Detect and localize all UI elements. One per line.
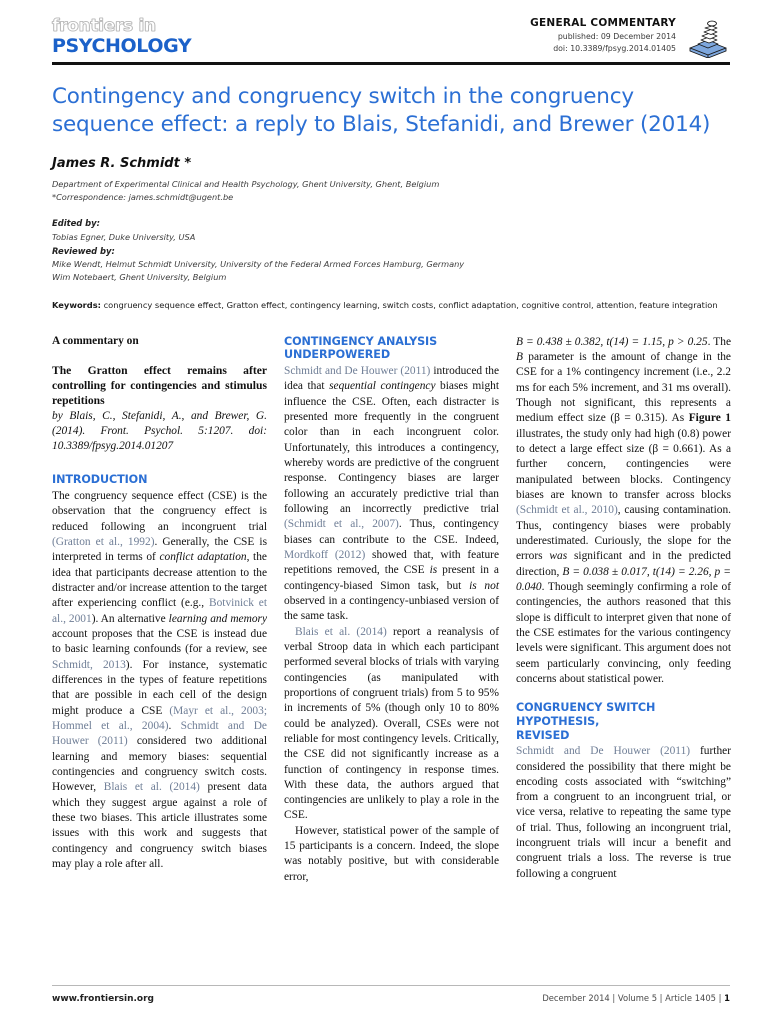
heading-line: REVISED (516, 728, 570, 742)
correspondence-line: *Correspondence: james.schmidt@ugent.be (52, 191, 234, 202)
contingency-paragraph-3-cont (516, 335, 731, 688)
section-heading-introduction: INTRODUCTION (52, 473, 148, 487)
commentary-on-label: A commentary on (52, 334, 139, 347)
citation-link[interactable]: (Mayr et al., 2003; Hommel et al., 2004) (52, 704, 267, 732)
masthead-right (530, 16, 730, 58)
reviewed-by-label: Reviewed by: (52, 245, 115, 256)
text-run: biases might influence the CSE. Often, each distracter is presented more frequently in the congruent color than in each incongruent color. Unfortunately, this introduces a contingency, whereby words are predictive of the congruent response. Contingency biases are larger following an accurately predictive trial than following an incorrectly predictive trial (284, 380, 499, 515)
text-run: report a reanalysis of verbal Stroop data in which each participant performed several blocks of trials with varying contingencies (as manipulated with proportions of congruent trials) from 5 to 95% in increments of 5% (though only 10 to 80% could be analyzed). Overall, CSEs were not reliable for most contingency levels. Critically, the CSE did not significantly increase as a function of contingency in response times. With these data, the authors argued that contingencies are unlikely to play a role in the CSE. (284, 625, 499, 822)
article-type-label: GENERAL COMMENTARY (530, 17, 676, 29)
contingency-paragraph-2 (284, 625, 499, 824)
brand-frontiers-text: frontiers in (52, 16, 156, 36)
text-run: However, statistical power of the sample of 15 participants is a concern. Indeed, the slope was notably positive, but with considerable error, (284, 824, 499, 883)
citation-link[interactable]: Blais et al. (2014) (295, 625, 387, 638)
intro-paragraph (52, 489, 267, 872)
citation-link[interactable]: (Gratton et al., 1992) (52, 535, 155, 548)
journal-logo (52, 16, 202, 56)
text-run: The congruency sequence effect (CSE) is the observation that the congruency effect is reduced following an incongruent trial (52, 490, 267, 533)
column-middle (284, 335, 499, 925)
text-run: illustrates, the study only had high (0.8) power to detect a large effect size (β = 0.661). As a further concern, contingencies were manipulated between blocks. Contingency biases are known to transfer across blocks (516, 427, 731, 501)
page-masthead (52, 0, 730, 60)
footer-citation-text: December 2014 | Volume 5 | Article 1405 | (542, 993, 722, 1003)
text-run: ). For instance, systematic differences in the types of feature repetitions that are possible in each cell of the design might produce a CSE (52, 658, 267, 717)
text-run: further considered the possibility that there might be encoding costs associated with “switching” from a congruent to an incongruent trial, or vice versa, relative to repeating the same type of trial. Thus, following an incongruent trial, incongruent trials will incur a benefit and congruent trials a loss. The reverse is true following a congruent (516, 745, 732, 880)
text-run: showed that, with feature repetitions removed, the CSE (284, 548, 499, 577)
masthead-divider (52, 62, 730, 65)
footer-divider (52, 985, 730, 986)
emphasis-run: is (429, 564, 438, 577)
column-right (516, 335, 731, 925)
keywords-label: Keywords: (52, 300, 101, 311)
emphasis-run: conflict adaptation (159, 551, 247, 564)
editorial-block (52, 216, 730, 284)
figure-reference[interactable]: Figure 1 (688, 412, 731, 425)
reviewer-name: Mike Wendt, Helmut Schmidt University, University of the Federal Armed Forces Hamburg, Germany (52, 258, 465, 269)
contingency-paragraph-3-start (284, 824, 499, 885)
article-meta (530, 16, 676, 55)
citation-link[interactable]: Schmidt and De Houwer (2011) (516, 745, 691, 758)
text-run: significant and in the predicted direction, (516, 550, 731, 578)
citation-link[interactable]: Botvinick et al., 2001 (52, 597, 268, 625)
text-run: . Generally, the CSE is interpreted in terms of (52, 535, 267, 564)
text-run: present in a contingency-biased Simon task, but (284, 564, 499, 592)
reviewer-name: Wim Notebaert, Ghent University, Belgium (52, 272, 227, 283)
brand-psychology-text: PSYCHOLOGY (52, 35, 192, 57)
stacked-books-icon (686, 16, 730, 58)
section-heading-congruency-switch (516, 701, 731, 742)
footer-citation (542, 993, 730, 1003)
contingency-paragraph-1 (284, 364, 499, 625)
citation-link[interactable]: (Schmidt et al., 2010) (516, 504, 618, 517)
citation-link[interactable]: Schmidt and De Houwer (2011) (284, 364, 431, 377)
text-run: parameter is the amount of change in the CSE for a 1% contingency increment (i.e., 2.2 ms for each 5% increment, and 31 ms overall). Though not significant, this represents a medium effect size (β = 0.315). As (516, 350, 731, 425)
editor-name: Tobias Egner, Duke University, USA (52, 231, 196, 242)
column-left (52, 335, 267, 925)
doi-text: doi: 10.3389/fpsyg.2014.01405 (553, 44, 676, 54)
author-affiliation (52, 178, 730, 203)
emphasis-run: is not (469, 579, 499, 592)
citation-link[interactable]: (Schmidt et al., 2007) (284, 518, 399, 531)
footer-website-link[interactable]: www.frontiersin.org (52, 994, 154, 1004)
published-date: published: 09 December 2014 (557, 32, 676, 42)
affiliation-line: Department of Experimental Clinical and Health Psychology, Ghent University, Ghent, Belgium (52, 178, 440, 189)
author-list: James R. Schmidt * (52, 155, 192, 171)
text-run: present data which they suggest argue against a role of these two biases. This article illustrates some issues with this work and suggests that contingency and congruency switch biases may play a role after all. (52, 781, 267, 870)
text-run: , causing contamination. Thus, contingency biases were probably underestimated. Curiously, the slope for the errors (516, 504, 731, 563)
citation-link[interactable]: Schmidt, 2013 (52, 658, 126, 671)
heading-line: CONTINGENCY ANALYSIS (284, 334, 438, 348)
keywords-list: congruency sequence effect, Gratton effect, contingency learning, switch costs, conflict adaptation, cognitive control, attention, feature integration (103, 300, 718, 311)
heading-line: CONGRUENCY SWITCH HYPOTHESIS, (516, 701, 656, 728)
text-run: . Though seemingly confirming a role of contingencies, the authors reasoned that this slope is difficult to interpret given that none of the CSE estimates for the various contingency levels were significant. This argument does not seem particularly convincing, only feeding concerns about statistical power. (516, 580, 732, 685)
text-run: . Thus, contingency biases can contribute to the CSE. Indeed, (284, 518, 499, 546)
page-number: 1 (724, 993, 730, 1003)
footer-row (52, 993, 730, 1004)
article-body-columns (52, 335, 730, 925)
text-run: account proposes that the CSE is instead due to basic learning confounds (for a review, see (52, 627, 267, 656)
citation-link[interactable]: Schmidt and De Houwer (2011) (52, 719, 267, 748)
edited-by-label: Edited by: (52, 218, 100, 229)
emphasis-run: sequential contingency (329, 380, 436, 393)
statistic-run: B = 0.038 ± 0.017, t(14) = 2.26, p = 0.040 (516, 565, 731, 593)
congruency-switch-paragraph (516, 744, 731, 882)
page-title: Contingency and congruency switch in the congruency sequence effect: a reply to Blais, Stefanidi, and Brewer (2014) (52, 84, 711, 137)
page-footer (52, 985, 730, 1004)
section-heading-contingency-analysis (284, 335, 499, 362)
heading-line: UNDERPOWERED (284, 348, 391, 362)
text-run: , the idea that participants decrease attention to the distracter and/or increase attention to the target after experiencing conflict (e.g., (52, 551, 267, 610)
text-run: introduced the idea that (284, 364, 499, 393)
keywords-block (52, 299, 730, 312)
text-run: . The (707, 335, 731, 348)
citation-link[interactable]: Blais et al. (2014) (103, 781, 200, 794)
statistic-run: B = 0.438 ± 0.382, t(14) = 1.15, p > 0.25 (516, 335, 708, 348)
emphasis-run: was (549, 550, 568, 563)
emphasis-run: B (516, 350, 523, 363)
text-run: observed in a contingency-unbiased version of the same task. (284, 594, 499, 623)
emphasis-run: learning and memory (168, 612, 268, 625)
commented-article-reference: by Blais, C., Stefanidi, A., and Brewer, G. (2014). Front. Psychol. 5:1207. doi: 10.3389/fpsyg.2014.01207 (52, 409, 267, 453)
text-run: . (168, 719, 181, 732)
citation-link[interactable]: Mordkoff (2012) (284, 548, 366, 561)
text-run: ). An alternative (91, 612, 169, 625)
section-spacer (52, 454, 267, 473)
text-run: considered two additional learning and memory biases: sequential contingencies and congruency switch costs. However, (52, 735, 267, 794)
commented-article-title: The Gratton effect remains after controlling for contingencies and stimulus repetitions (52, 363, 267, 408)
